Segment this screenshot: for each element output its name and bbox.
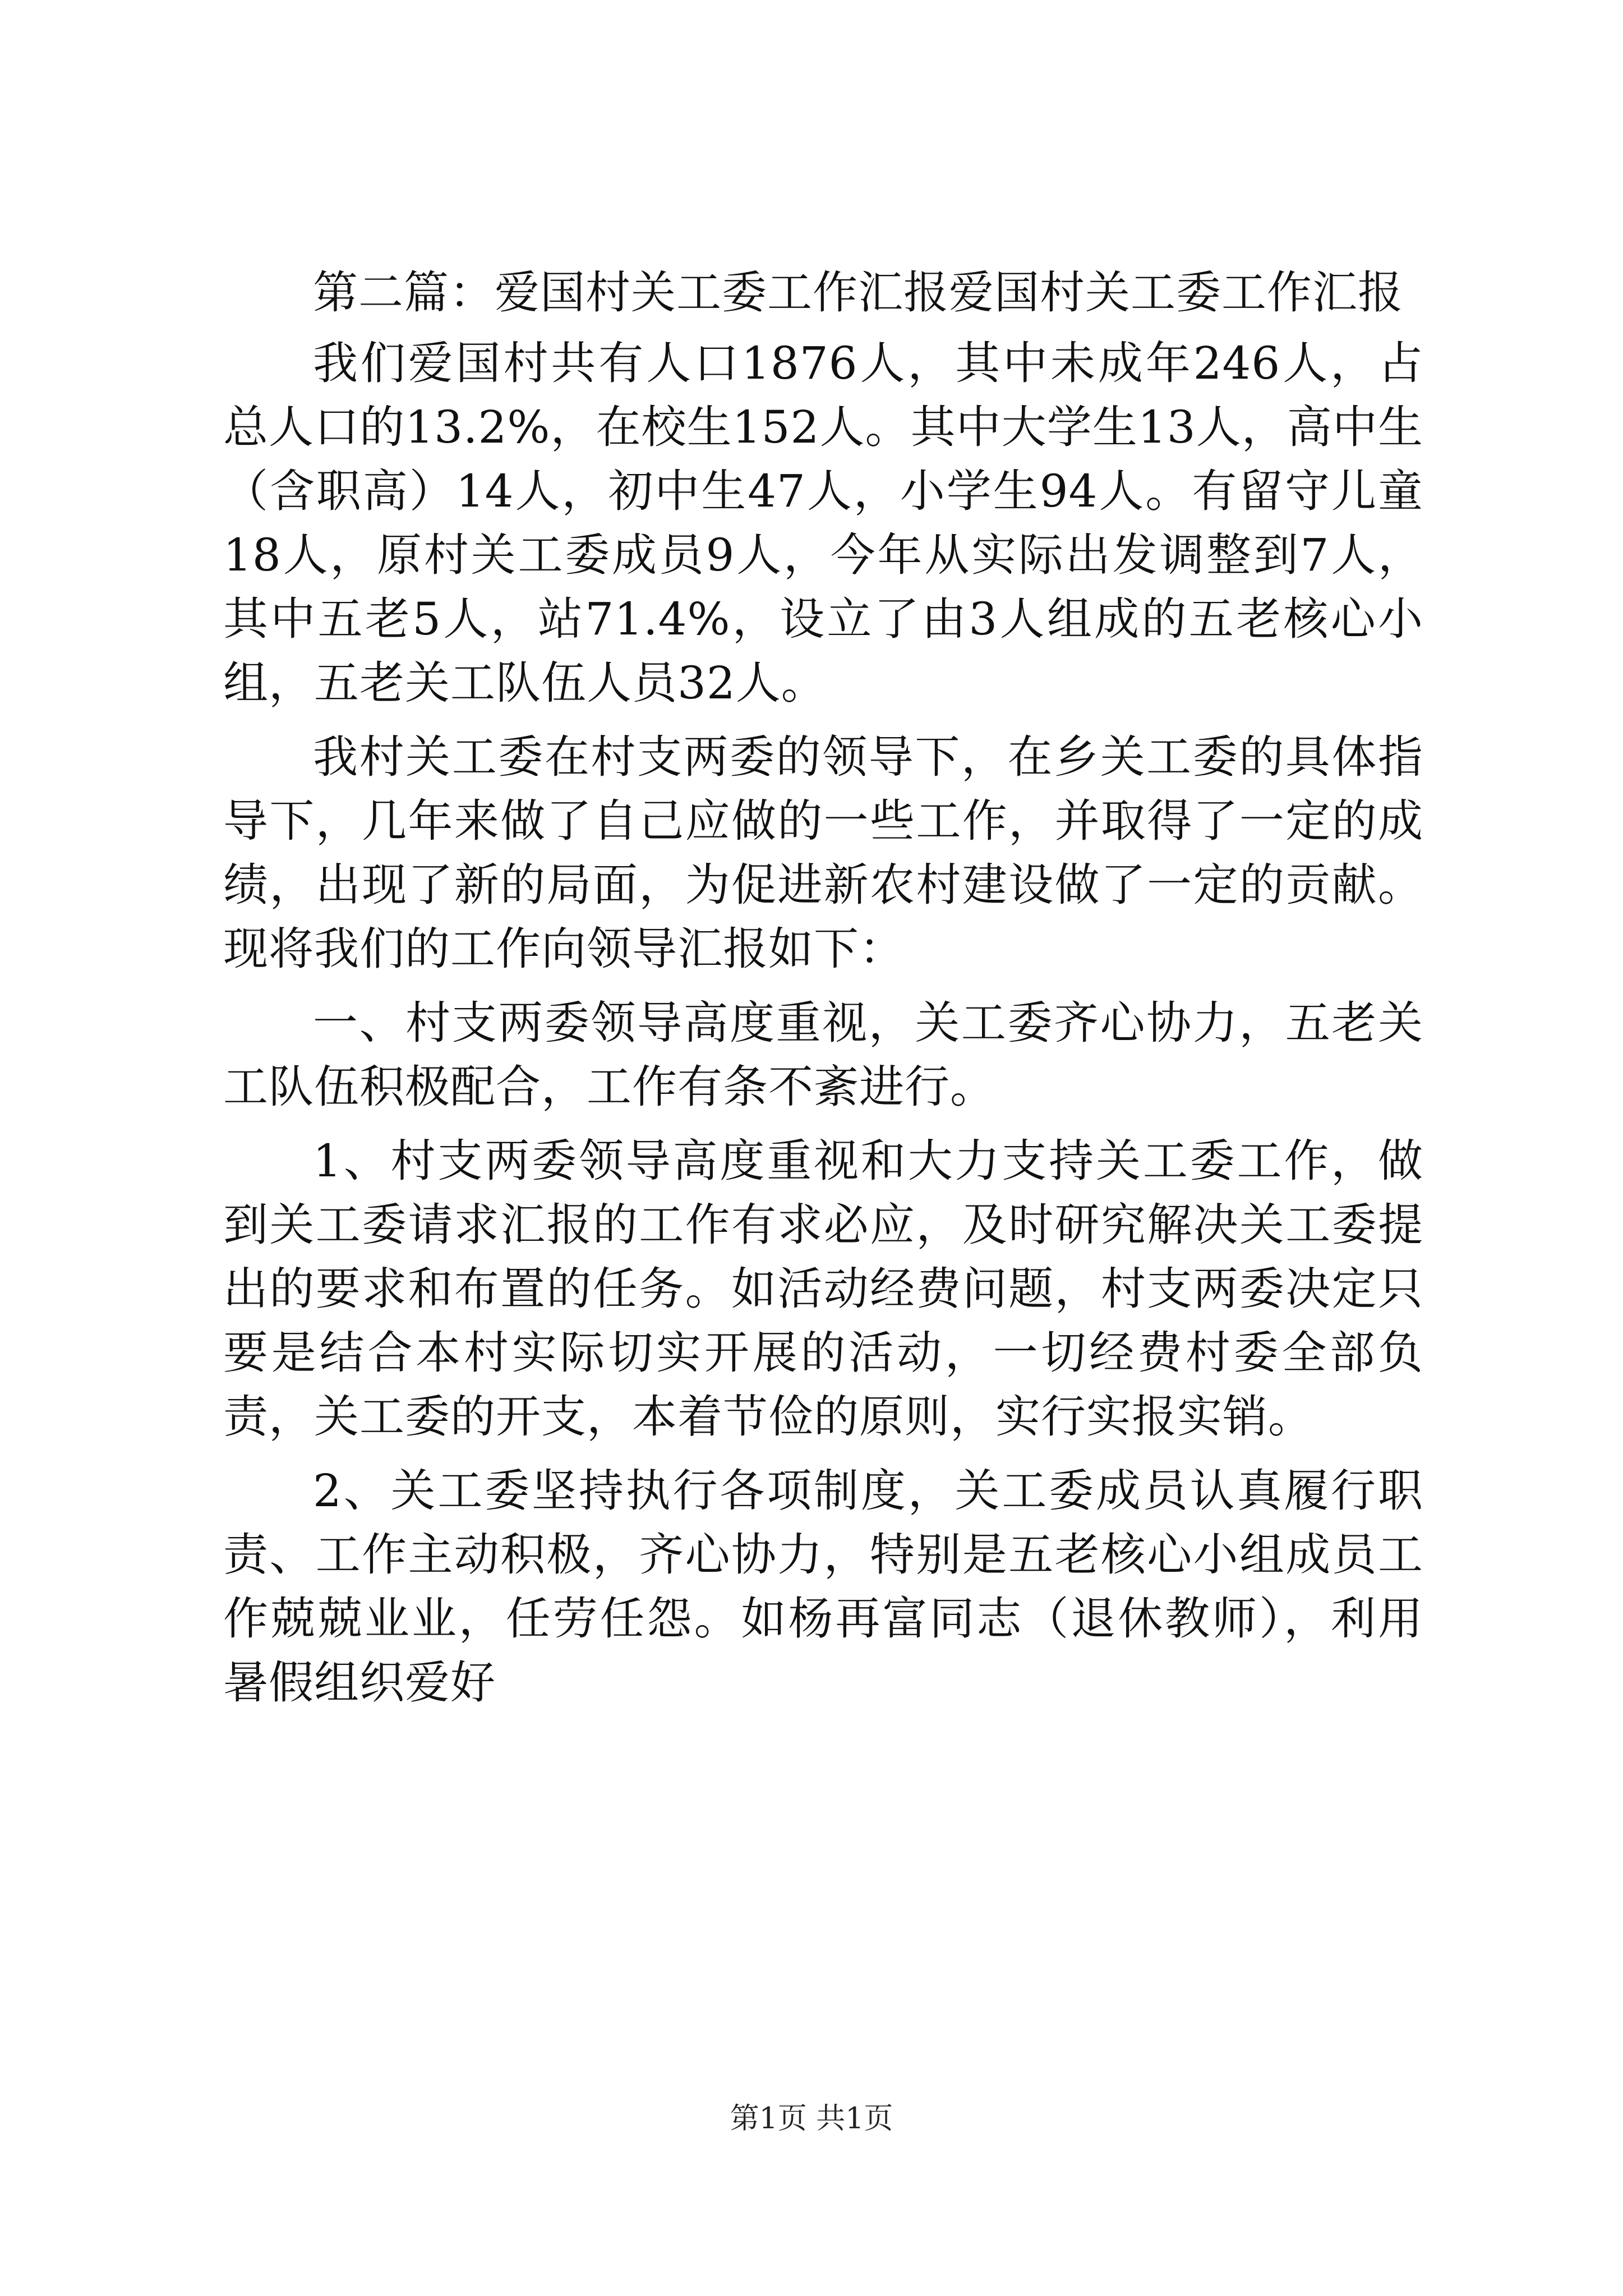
document-body xyxy=(223,261,1423,1715)
paragraph-item-2: 2、关工委坚持执行各项制度，关工委成员认真履行职责、工作主动积极，齐心协力，特别是五老核心小组成员工作兢兢业业，任劳任怨。如杨再富同志（退休教师），利用暑假组织爱好 xyxy=(223,1465,1423,1709)
page-footer: 第1页 共1页 xyxy=(730,2102,893,2136)
paragraph-population: 我们爱国村共有人口1876人，其中未成年246人，占总人口的13.2%，在校生152人。其中大学生13人，高中生（含职高）14人，初中生47人，小学生94人。有留守儿童18人，原村关工委成员9人，今年从实际出发调整到7人，其中五老5人，站71.4%，设立了由3人组成的五老核心小组，五老关工队伍人员32人。 xyxy=(223,337,1423,709)
document-title: 第二篇：爱国村关工委工作汇报爱国村关工委工作汇报 xyxy=(313,266,1403,319)
section-heading-1: 一、村支两委领导高度重视，关工委齐心协力，五老关工队伍积极配合，工作有条不紊进行。 xyxy=(223,997,1423,1113)
paragraph-item-1: 1、村支两委领导高度重视和大力支持关工委工作，做到关工委请求汇报的工作有求必应，及时研究解决关工委提出的要求和布置的任务。如活动经费问题，村支两委决定只要是结合本村实际切实开展的活动，一切经费村委全部负责，关工委的开支，本着节俭的原则，实行实报实销。 xyxy=(223,1135,1423,1443)
paragraph-overview: 我村关工委在村支两委的领导下，在乡关工委的具体指导下，几年来做了自己应做的一些工作，并取得了一定的成绩，出现了新的局面，为促进新农村建设做了一定的贡献。现将我们的工作向领导汇报如下： xyxy=(223,731,1423,975)
